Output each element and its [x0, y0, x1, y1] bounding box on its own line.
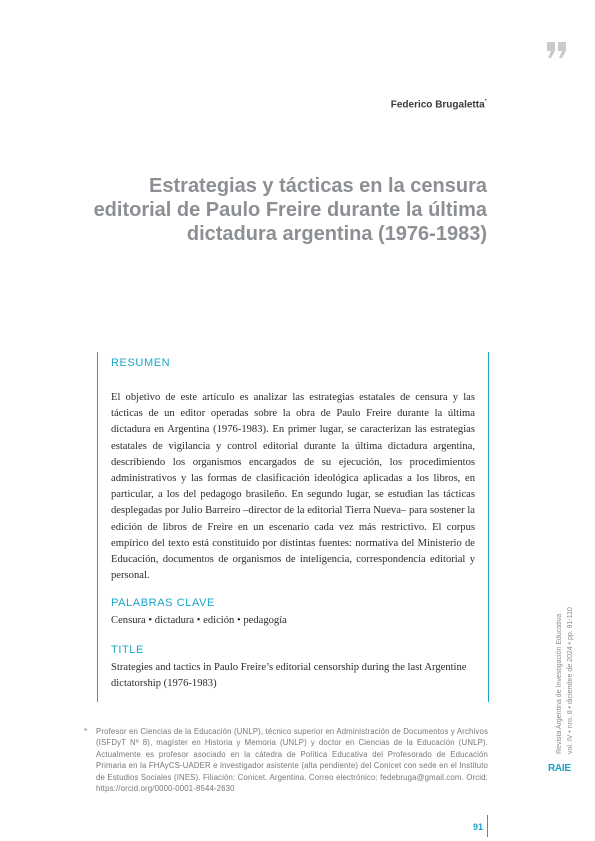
english-title-heading: TITLE: [111, 644, 144, 656]
keywords-heading: PALABRAS CLAVE: [111, 597, 215, 609]
footnote-mark: *: [84, 727, 88, 736]
author-footnote-mark: *: [484, 99, 487, 105]
journal-issue: vol. IV • nro. 8 • diciembre de 2024 • pp. 91-110: [567, 607, 574, 754]
article-title: Estrategias y tácticas en la censura editorial de Paulo Freire durante la última dictadura argentina (1976-1983): [93, 175, 487, 245]
english-title-body: Strategies and tactics in Paulo Freire’s editorial censorship during the last Argentine dictatorship (1976-1983): [111, 662, 467, 690]
journal-sidebar: [555, 607, 589, 754]
author-footnote: [84, 726, 488, 794]
author-name: [391, 99, 487, 110]
quote-icon: [546, 40, 568, 60]
journal-logo: RAIE: [548, 763, 571, 774]
page-number-rule: [487, 815, 488, 837]
abstract-box: [97, 352, 489, 702]
abstract-body: El objetivo de este artículo es analizar las estrategias estatales de censura y las tácticas de un editor operadas sobre la obra de Paulo Freire durante la última dictadura en Argentina (1976-1983). En primer lugar, se caracterizan las estrategias estatales de vigilancia y control editorial durante la última dictadura argentina, describiendo los organismos encargados de su ejecución, los procedimientos administrativos y las formas de clasificación ideológica aplicadas a los libros, en particular, a los del pedagogo brasileño. En segundo lugar, se estudian las tácticas desplegadas por Julio Barreiro –director de la editorial Tierra Nueva– para sostener la edición de libros de Freire en un escenario cada vez más restrictivo. El corpus empírico del texto está constituido por distintas fuentes: normativa del Ministerio de Educación, documentos de organismos de inteligencia, correspondencia editorial y personal.: [111, 392, 475, 582]
author-name-text: Federico Brugaletta: [390, 99, 485, 111]
journal-name: Revista Argentina de Investigación Educativa: [556, 613, 563, 754]
abstract-heading: RESUMEN: [111, 357, 171, 369]
keywords-body: Censura • dictadura • edición • pedagogía: [111, 615, 287, 626]
page-number: 91: [472, 822, 483, 832]
footnote-text: Profesor en Ciencias de la Educación (UNLP), técnico superior en Administración de Documentos y Archivos (ISFDyT Nº 8), magíster en Historia y Memoria (UNLP) y doctor en Ciencias de la Educación (UNLP). Actualmente es profesor asociado en la cátedra de Política Educativa del Profesorado de Educación Primaria en la FHAyCS-UADER e investigador asistente (alta pendiente) del Conicet con sede en el Instituto de Estudios Sociales (INES). Filiación: Conicet. Argentina. Correo electrónico: fedebruga@gmail.com. Orcid: https://orcid.org/0000-0001-8544-2630: [96, 727, 488, 794]
